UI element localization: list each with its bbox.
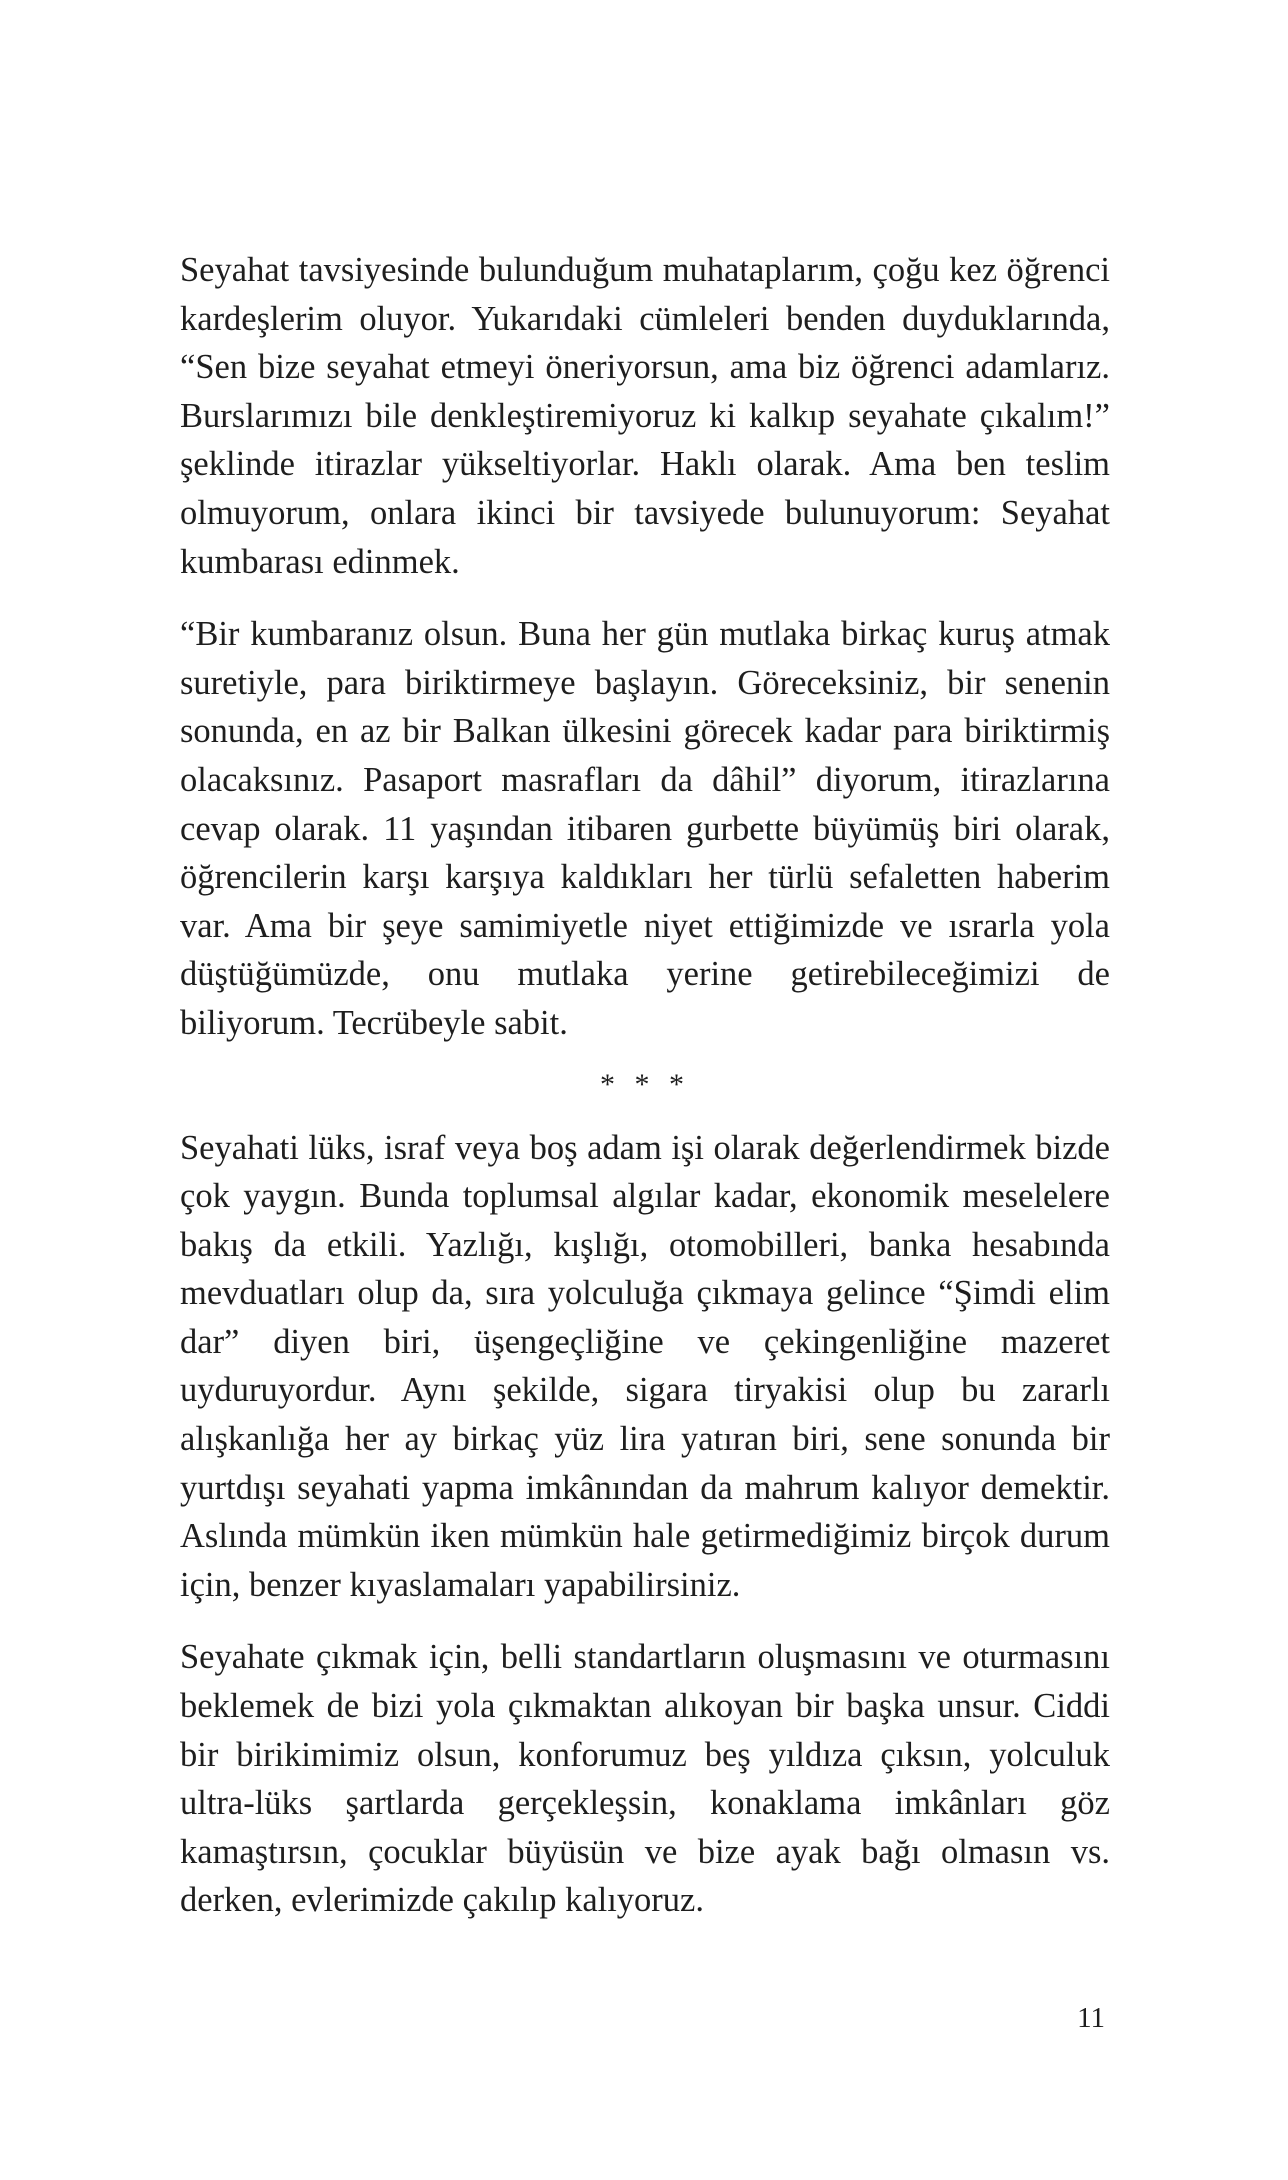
section-separator: * * * (600, 1067, 690, 1101)
paragraph-1: Seyahat tavsiyesinde bulunduğum muhataplarım, çoğu kez öğrenci kardeşlerim oluyor. Yukarıdaki cümleleri benden duyduklarında, “Sen bize seyahat etmeyi öneriyorsun, ama biz öğrenci adamlarız. Burslarımızı bile denkleştiremiyoruz ki kalkıp seyahate çıkalım!” şeklinde itirazlar yükseltiyorlar. Haklı olarak. Ama ben teslim olmuyorum, onlara ikinci bir tavsiyede bulunuyorum: Seyahat kumbarası edinmek. (180, 251, 1110, 581)
page-number: 11 (1077, 2002, 1105, 2034)
body-text (180, 246, 1110, 1925)
paragraph-3: Seyahati lüks, israf veya boş adam işi olarak değerlendirmek bizde çok yaygın. Bunda toplumsal algılar kadar, ekonomik meselelere bakış da etkili. Yazlığı, kışlığı, otomobilleri, banka hesabında mevduatları olup da, sıra yolculuğa çıkmaya gelince “Şimdi elim dar” diyen biri, üşengeçliğine ve çekingenliğine mazeret uyduruyordur. Aynı şekilde, sigara tiryakisi olup bu zararlı alışkanlığa her ay birkaç yüz lira yatıran biri, sene sonunda bir yurtdışı seyahati yapma imkânından da mahrum kalıyor demektir. Aslında mümkün iken mümkün hale getirmediğimiz birçok durum için, benzer kıyaslamaları yapabilirsiniz. (180, 1128, 1110, 1604)
paragraph-2: “Bir kumbaranız olsun. Buna her gün mutlaka birkaç kuruş atmak suretiyle, para biriktirmeye başlayın. Göreceksiniz, bir senenin sonunda, en az bir Balkan ülkesini görecek kadar para biriktirmiş olacaksınız. Pasaport masrafları da dâhil” diyorum, itirazlarına cevap olarak. 11 yaşından itibaren gurbette büyümüş biri olarak, öğrencilerin karşı karşıya kaldıkları her türlü sefaletten haberim var. Ama bir şeye samimiyetle niyet ettiğimizde ve ısrarla yola düştüğümüzde, onu mutlaka yerine getirebileceğimizi de biliyorum. Tecrübeyle sabit. (180, 615, 1110, 1042)
paragraph-4: Seyahate çıkmak için, belli standartların oluşmasını ve oturmasını beklemek de bizi yola çıkmaktan alıkoyan bir başka unsur. Ciddi bir birikimimiz olsun, konforumuz beş yıldıza çıksın, yolculuk ultra-lüks şartlarda gerçekleşsin, konaklama imkânları göz kamaştırsın, çocuklar büyüsün ve bize ayak bağı olmasın vs. derken, evlerimizde çakılıp kalıyoruz. (180, 1638, 1110, 1920)
